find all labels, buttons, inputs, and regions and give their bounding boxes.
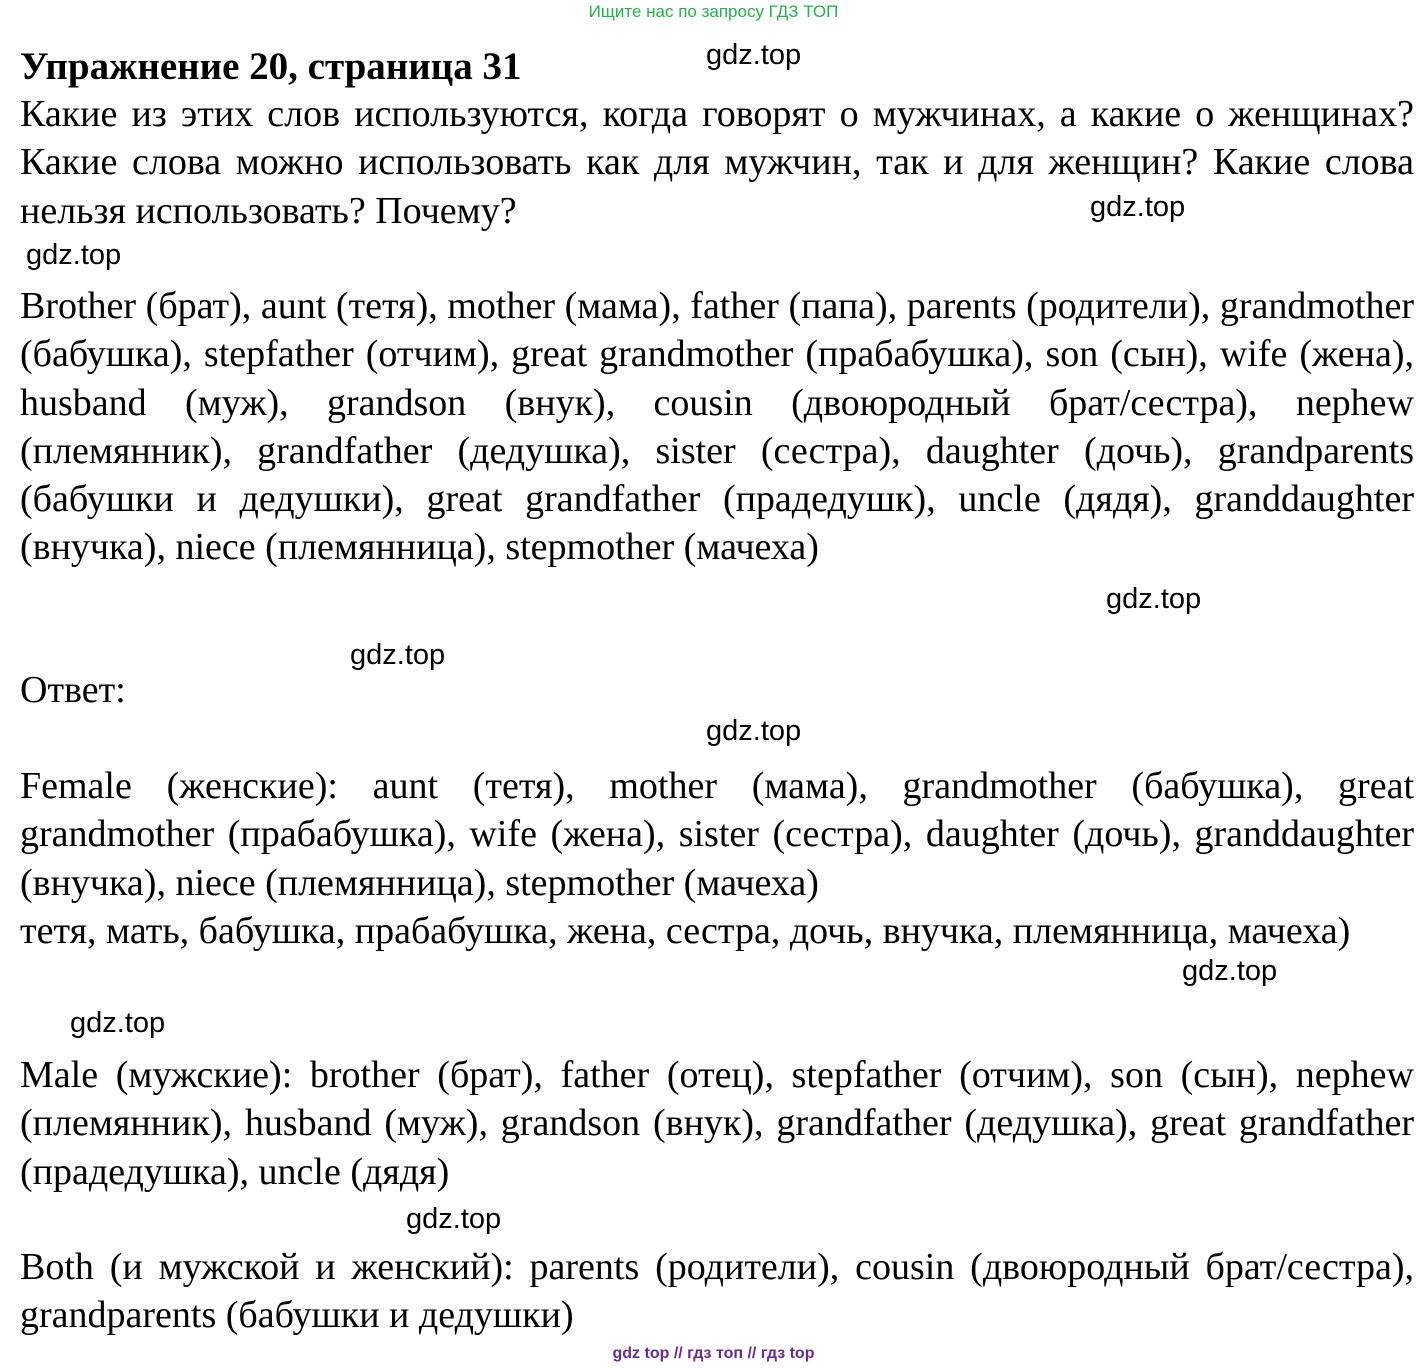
watermark: gdz.top	[1182, 955, 1278, 987]
footer-links: gdz top // гдз топ // гдз top	[612, 1345, 815, 1362]
watermark: gdz.top	[1106, 583, 1202, 615]
answer-male: Male (мужские): brother (брат), father (отец), stepfather (отчим), son (сын), nephew (племянник), husband (муж), grandson (внук), grandfather (дедушка), great grandfather (прадедушка), uncle (дядя)	[20, 1054, 1414, 1193]
watermark: gdz.top	[1090, 191, 1186, 223]
watermark: gdz.top	[406, 1203, 502, 1235]
watermark: gdz.top	[350, 639, 446, 671]
answer-both: Both (и мужской и женский): parents (родители), cousin (двоюродный брат/сестра), grandparents (бабушки и дедушки)	[20, 1246, 1414, 1337]
task-question: Какие из этих слов используются, когда говорят о мужчинах, а какие о женщинах? Какие слова можно использовать как для мужчин, так и для женщин? Какие слова нельзя использовать? Почему?	[20, 93, 1414, 232]
watermark: gdz.top	[706, 715, 802, 747]
answer-female: Female (женские): aunt (тетя), mother (мама), grandmother (бабушка), great grandmother (прабабушка), wife (жена), sister (сестра), daughter (дочь), granddaughter (внучка), niece (племянница), stepmother (мачеха)	[20, 765, 1414, 904]
page-title: Упражнение 20, страница 31	[20, 45, 522, 88]
task-word-list: Brother (брат), aunt (тетя), mother (мама), father (папа), parents (родители), grandmother (бабушка), stepfather (отчим), great grandmother (прабабушка), son (сын), wife (жена), husband (муж), grandson (внук), cousin (двоюродный брат/сестра), nephew (племянник), grandfather (дедушка), sister (сестра), daughter (дочь), grandparents (бабушки и дедушки), great grandfather (прадедушк), uncle (дядя), granddaughter (внучка), niece (племянница), stepmother (мачеха)	[20, 285, 1414, 569]
watermark: gdz.top	[26, 239, 122, 271]
top-banner: Ищите нас по запросу ГДЗ ТОП	[588, 2, 839, 21]
answer-female-ru: тетя, мать, бабушка, прабабушка, жена, сестра, дочь, внучка, племянница, мачеха)	[20, 910, 1351, 952]
watermark: gdz.top	[70, 1007, 166, 1039]
watermark: gdz.top	[706, 39, 802, 71]
answer-label: Ответ:	[20, 669, 126, 711]
